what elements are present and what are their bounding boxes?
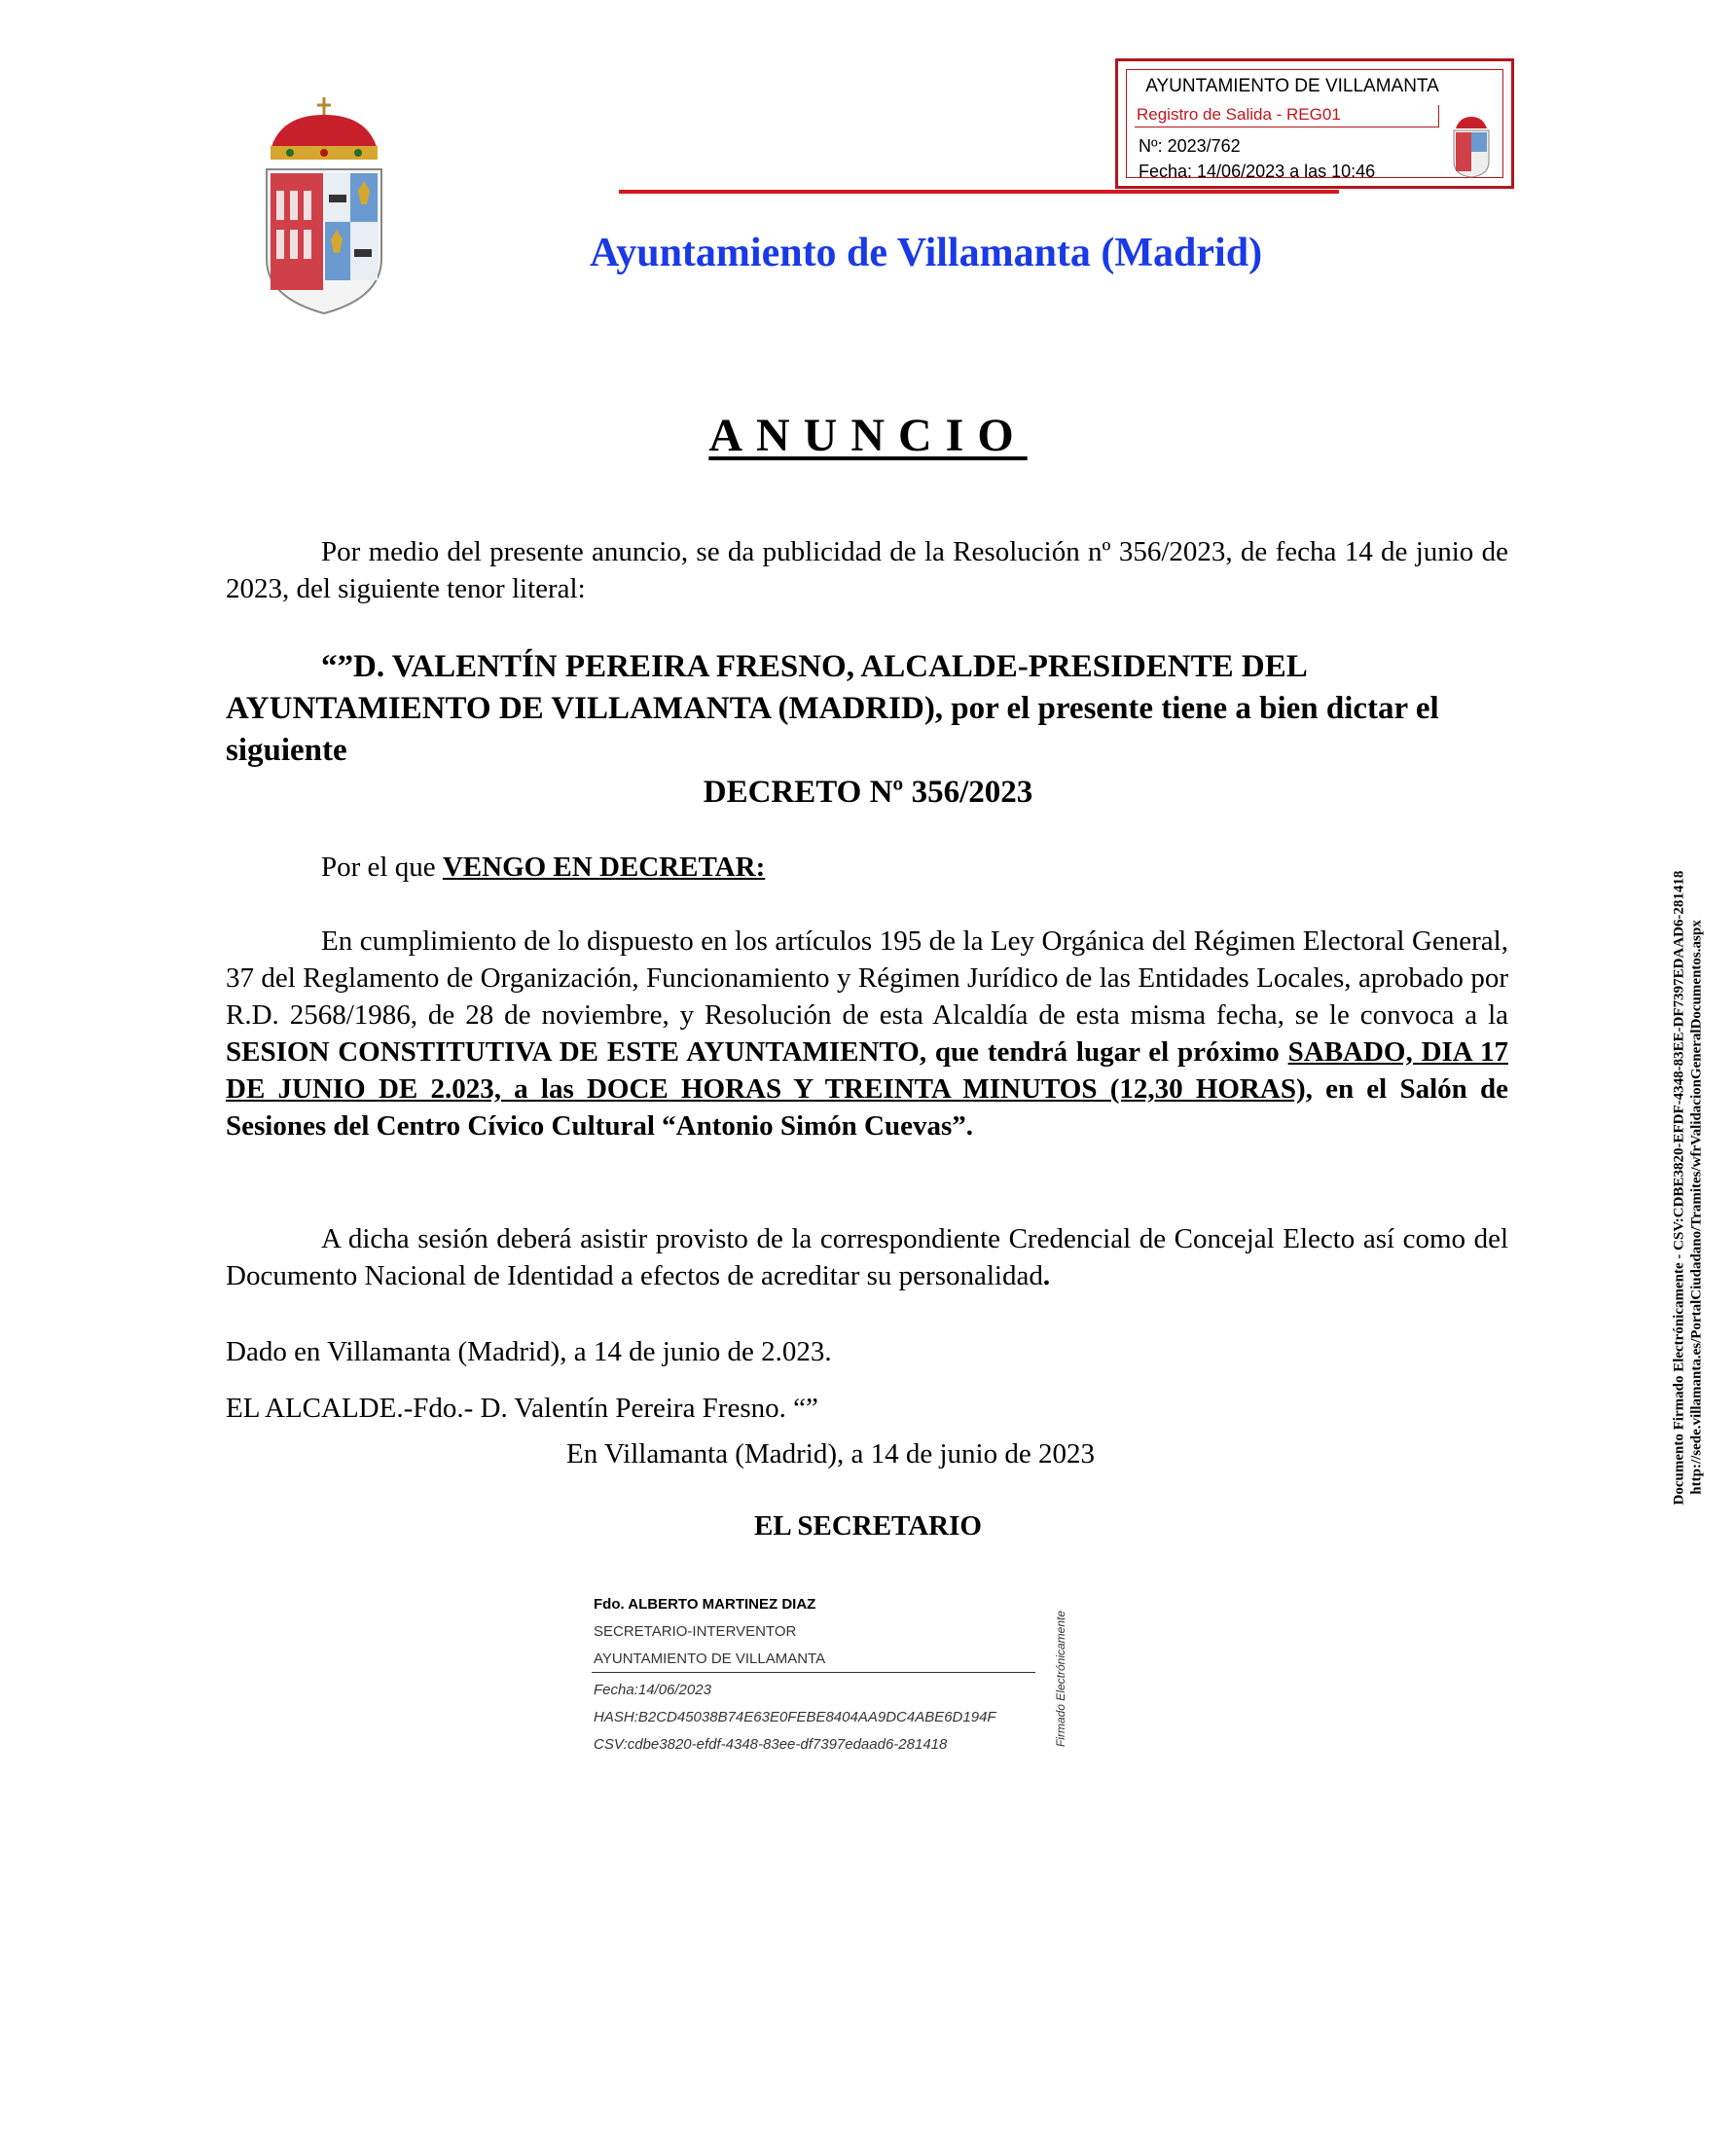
mayor-paragraph: “”D. VALENTÍN PEREIRA FRESNO, ALCALDE-PRESIDENTE DEL AYUNTAMIENTO DE VILLAMANTA (MADRID), por el presente tiene a bien dictar el siguiente — [226, 649, 1439, 768]
decree-lead-emphasis: VENGO EN DECRETAR: — [442, 852, 766, 883]
signature-divider — [592, 1672, 1035, 1673]
place-date: En Villamanta (Madrid), a 14 de junio de 2023 — [566, 1438, 1095, 1470]
attendance-end: . — [1042, 1260, 1051, 1291]
stamp-date: Fecha: 14/06/2023 a las 10:46 — [1139, 162, 1376, 181]
heading-text: ANUNCIO — [708, 410, 1028, 461]
signature-hash: HASH:B2CD45038B74E63E0FEBE8404AA9DC4ABE6D194F — [594, 1709, 996, 1725]
main-part3: SABADO, DIA 17 DE JUNIO DE 2.023, a las DOCE HORAS Y TREINTA MINUTOS (12,30 HORAS), — [226, 1036, 1508, 1105]
signature-date: Fecha:14/06/2023 — [594, 1682, 711, 1698]
main-paragraph — [226, 923, 1508, 1144]
coat-of-arms-logo — [261, 93, 387, 317]
margin-signed-notice: Documento Firmado Electrónicamente - CSV:CDBE3820-EFDF-4348-83EE-DF7397EDAAD6-281418 — [1671, 870, 1687, 1506]
attendance-text: A dicha sesión deberá asistir provisto de la correspondiente Credencial de Concejal Electo así como del Documento Nacional de Identidad a efectos de acreditar su personalidad — [226, 1223, 1508, 1291]
decree-title: DECRETO Nº 356/2023 — [703, 775, 1033, 810]
municipality-title: Ayuntamiento de Villamanta (Madrid) — [590, 231, 1263, 275]
decree-lead — [226, 849, 1508, 886]
attendance-paragraph — [226, 1220, 1508, 1294]
signer-role: SECRETARIO-INTERVENTOR — [594, 1623, 797, 1640]
header-divider — [619, 190, 1339, 194]
mayor-signature: EL ALCALDE.-Fdo.- D. Valentín Pereira Fresno. “” — [226, 1393, 818, 1424]
stamp-registry: Registro de Salida - REG01 — [1135, 105, 1439, 127]
signed-electronically-label: Firmado Electrónicamente — [1054, 1610, 1067, 1748]
stamp-title: AYUNTAMIENTO DE VILLAMANTA — [1145, 76, 1439, 96]
registry-stamp — [1115, 58, 1514, 189]
stamp-number: Nº: 2023/762 — [1139, 136, 1241, 156]
secretary-title: EL SECRETARIO — [754, 1510, 982, 1542]
main-part4: en el Salón de Sesiones del Centro Cívico Cultural “Antonio Simón Cuevas”. — [226, 1073, 1508, 1142]
decree-lead-prefix: Por el que — [321, 852, 443, 883]
main-part2: SESION CONSTITUTIVA DE ESTE AYUNTAMIENTO, que tendrá lugar el próximo — [226, 1036, 1288, 1068]
given-at: Dado en Villamanta (Madrid), a 14 de junio de 2.023. — [226, 1336, 832, 1367]
stamp-shield-icon — [1452, 115, 1491, 179]
intro-paragraph: Por medio del presente anuncio, se da publicidad de la Resolución nº 356/2023, de fecha 14 de junio de 2023, del siguiente tenor literal: — [226, 536, 1508, 604]
document-heading — [0, 409, 1736, 462]
main-part1: En cumplimiento de lo dispuesto en los artículos 195 de la Ley Orgánica del Régimen Electoral General, 37 del Reglamento de Organización, Funcionamiento y Régimen Jurídico de las Entidades Locales, aprobado por R.D. 2568/1986, de 28 de noviembre, y Resolución de esta Alcaldía de esta misma fecha, se le convoca a la — [226, 925, 1508, 1031]
signer-organization: AYUNTAMIENTO DE VILLAMANTA — [594, 1651, 826, 1667]
margin-validation-url[interactable]: http://sede.villamanta.es/PortalCiudadano/Tramites/wfrValidacionGeneralDocumentos.aspx — [1688, 920, 1705, 1495]
signature-csv: CSV:cdbe3820-efdf-4348-83ee-df7397edaad6-281418 — [594, 1736, 948, 1753]
signer-name: Fdo. ALBERTO MARTINEZ DIAZ — [594, 1596, 816, 1613]
